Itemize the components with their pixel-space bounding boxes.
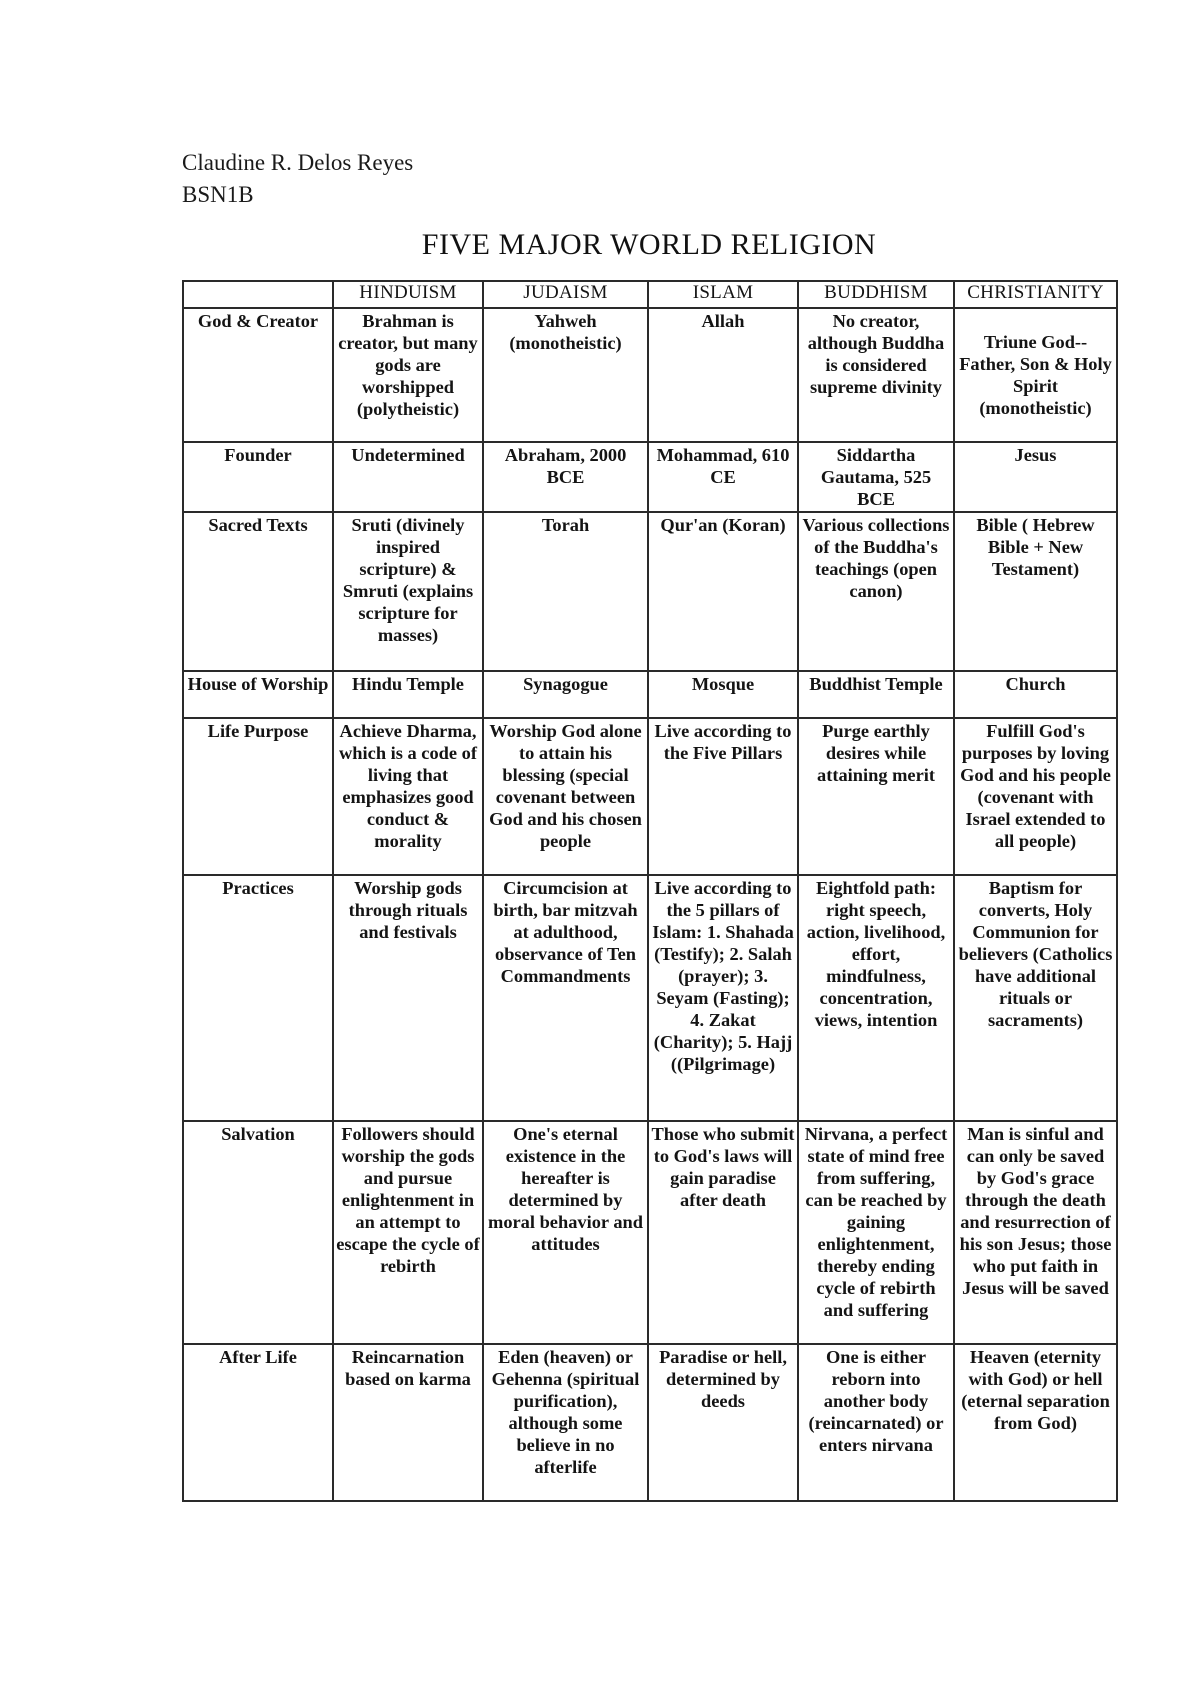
- row-header-god-creator: God & Creator: [183, 308, 333, 442]
- row-header-life-purpose: Life Purpose: [183, 718, 333, 875]
- religions-comparison-table: [182, 280, 1118, 1502]
- row-header-salvation: Salvation: [183, 1121, 333, 1344]
- cell-christianity: Bible ( Hebrew Bible + New Testament): [954, 512, 1117, 671]
- cell-hinduism: Reincarnation based on karma: [333, 1344, 483, 1501]
- author-block: [182, 147, 413, 211]
- cell-buddhism: Siddartha Gautama, 525 BCE: [798, 442, 954, 512]
- cell-christianity: Heaven (eternity with God) or hell (eternal separation from God): [954, 1344, 1117, 1501]
- cell-hinduism: Achieve Dharma, which is a code of living that emphasizes good conduct & morality: [333, 718, 483, 875]
- cell-hinduism: Worship gods through rituals and festivals: [333, 875, 483, 1121]
- cell-hinduism: Followers should worship the gods and pursue enlightenment in an attempt to escape the cycle of rebirth: [333, 1121, 483, 1344]
- cell-hinduism: Brahman is creator, but many gods are worshipped (polytheistic): [333, 308, 483, 442]
- cell-christianity: Man is sinful and can only be saved by God's grace through the death and resurrection of his son Jesus; those who put faith in Jesus will be saved: [954, 1121, 1117, 1344]
- cell-buddhism: Nirvana, a perfect state of mind free from suffering, can be reached by gaining enlightenment, thereby ending cycle of rebirth and suffering: [798, 1121, 954, 1344]
- cell-hinduism: Sruti (divinely inspired scripture) & Smruti (explains scripture for masses): [333, 512, 483, 671]
- author-name: Claudine R. Delos Reyes: [182, 150, 414, 175]
- column-header-corner: [183, 281, 333, 308]
- table-header-row: [183, 281, 1117, 308]
- table-row: [183, 671, 1117, 718]
- cell-buddhism: Various collections of the Buddha's teachings (open canon): [798, 512, 954, 671]
- cell-judaism: Circumcision at birth, bar mitzvah at adulthood, observance of Ten Commandments: [483, 875, 648, 1121]
- cell-christianity: Fulfill God's purposes by loving God and his people (covenant with Israel extended to all people): [954, 718, 1117, 875]
- column-header-buddhism: BUDDHISM: [798, 281, 954, 308]
- cell-islam: Qur'an (Koran): [648, 512, 798, 671]
- cell-christianity: Jesus: [954, 442, 1117, 512]
- cell-hinduism: Hindu Temple: [333, 671, 483, 718]
- row-header-house-of-worship: House of Worship: [183, 671, 333, 718]
- cell-buddhism: Buddhist Temple: [798, 671, 954, 718]
- cell-judaism: Worship God alone to attain his blessing (special covenant between God and his chosen people: [483, 718, 648, 875]
- cell-islam: Those who submit to God's laws will gain paradise after death: [648, 1121, 798, 1344]
- cell-judaism: Torah: [483, 512, 648, 671]
- cell-buddhism: Purge earthly desires while attaining merit: [798, 718, 954, 875]
- table-row: [183, 875, 1117, 1121]
- document-title: FIVE MAJOR WORLD RELIGION: [421, 228, 877, 261]
- table-row: [183, 718, 1117, 875]
- row-header-founder: Founder: [183, 442, 333, 512]
- table-row: [183, 1344, 1117, 1501]
- row-header-sacred-texts: Sacred Texts: [183, 512, 333, 671]
- column-header-christianity: CHRISTIANITY: [954, 281, 1117, 308]
- row-header-practices: Practices: [183, 875, 333, 1121]
- cell-judaism: Synagogue: [483, 671, 648, 718]
- table-row: [183, 512, 1117, 671]
- class-section: BSN1B: [182, 182, 254, 207]
- cell-islam: Paradise or hell, determined by deeds: [648, 1344, 798, 1501]
- cell-judaism: Abraham, 2000 BCE: [483, 442, 648, 512]
- table-row: [183, 1121, 1117, 1344]
- cell-islam: Live according to the Five Pillars: [648, 718, 798, 875]
- cell-christianity: Baptism for converts, Holy Communion for believers (Catholics have additional rituals or sacraments): [954, 875, 1117, 1121]
- cell-hinduism: Undetermined: [333, 442, 483, 512]
- cell-buddhism: Eightfold path: right speech, action, livelihood, effort, mindfulness, concentration, views, intention: [798, 875, 954, 1121]
- cell-islam: Allah: [648, 308, 798, 442]
- cell-christianity: Church: [954, 671, 1117, 718]
- cell-islam: Live according to the 5 pillars of Islam: 1. Shahada (Testify); 2. Salah (prayer); 3. Seyam (Fasting); 4. Zakat (Charity); 5. Hajj ((Pilgrimage): [648, 875, 798, 1121]
- table-row: [183, 442, 1117, 512]
- cell-islam: Mosque: [648, 671, 798, 718]
- row-header-after-life: After Life: [183, 1344, 333, 1501]
- column-header-judaism: JUDAISM: [483, 281, 648, 308]
- cell-christianity: Triune God--Father, Son & Holy Spirit (monotheistic): [954, 308, 1117, 442]
- cell-buddhism: One is either reborn into another body (reincarnated) or enters nirvana: [798, 1344, 954, 1501]
- column-header-hinduism: HINDUISM: [333, 281, 483, 308]
- cell-buddhism: No creator, although Buddha is considered supreme divinity: [798, 308, 954, 442]
- cell-islam: Mohammad, 610 CE: [648, 442, 798, 512]
- cell-judaism: Eden (heaven) or Gehenna (spiritual purification), although some believe in no afterlife: [483, 1344, 648, 1501]
- cell-judaism: One's eternal existence in the hereafter is determined by moral behavior and attitudes: [483, 1121, 648, 1344]
- column-header-islam: ISLAM: [648, 281, 798, 308]
- table-row: [183, 308, 1117, 442]
- cell-judaism: Yahweh (monotheistic): [483, 308, 648, 442]
